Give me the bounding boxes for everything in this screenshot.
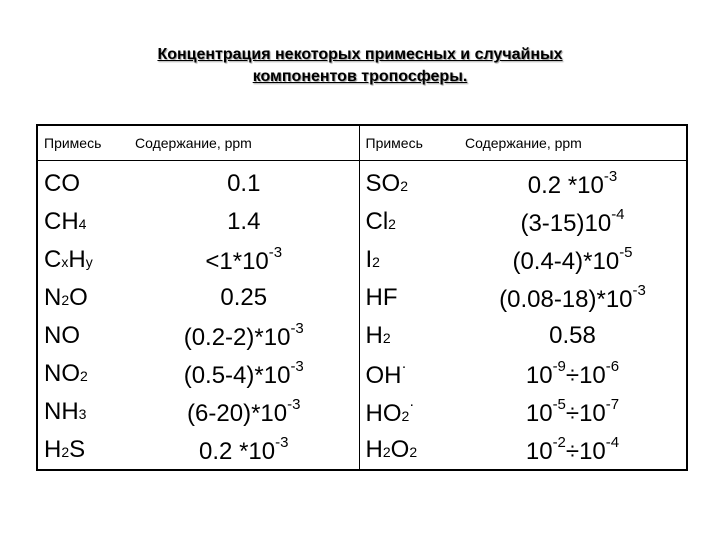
left-value	[129, 279, 359, 317]
value-part: 10	[525, 438, 553, 465]
value-part: 0.25	[220, 284, 268, 311]
left-formula	[37, 279, 129, 317]
right-value	[459, 241, 687, 279]
left-formula	[37, 203, 129, 241]
subscript: 2	[388, 216, 396, 232]
left-value	[129, 161, 359, 204]
value-part: 10	[525, 400, 553, 427]
right-formula	[359, 355, 459, 393]
exponent: -3	[275, 434, 289, 451]
value-part: (3-15)10	[520, 210, 612, 237]
formula-part: C	[44, 246, 62, 273]
subscript: 2	[61, 444, 70, 460]
table-row	[37, 317, 687, 355]
value-part: 0.1	[227, 170, 261, 197]
table-row	[37, 393, 687, 431]
subscript: y	[85, 254, 93, 270]
formula-part: O	[69, 284, 88, 311]
subscript: 2	[409, 444, 418, 460]
exponent: -3	[290, 358, 304, 375]
formula-part: S	[69, 436, 86, 463]
header-content-left: Содержание, ppm	[129, 125, 359, 161]
value-part: ÷10	[565, 362, 606, 389]
exponent: -6	[605, 358, 620, 375]
exponent: -3	[603, 168, 618, 185]
left-formula	[37, 393, 129, 431]
exponent: -3	[268, 244, 283, 261]
table-row	[37, 161, 687, 204]
exponent: -3	[632, 282, 646, 299]
exponent: -2	[552, 434, 566, 451]
value-part: 1.4	[227, 208, 261, 235]
left-formula	[37, 355, 129, 393]
value-part: (0.2-2)*10	[183, 324, 291, 351]
left-formula	[37, 161, 129, 204]
subscript: x	[61, 254, 69, 270]
value-part: 0.58	[549, 322, 596, 349]
left-formula	[37, 241, 129, 279]
formula-part: NO	[44, 360, 80, 387]
subscript: 2	[80, 368, 88, 384]
left-formula	[37, 431, 129, 470]
right-value	[459, 317, 687, 355]
exponent: -5	[619, 244, 633, 261]
left-value	[129, 355, 359, 393]
formula-part: CO	[44, 170, 80, 197]
exponent: -3	[290, 320, 304, 337]
header-impurity-left: Примесь	[37, 125, 129, 161]
table-row	[37, 279, 687, 317]
title-line-1: Концентрация некоторых примесных и случайных	[157, 46, 563, 63]
left-value	[129, 317, 359, 355]
subscript: 2	[372, 254, 380, 270]
value-part: 10	[525, 362, 553, 389]
value-part: (6-20)*10	[187, 400, 288, 427]
header-impurity-right: Примесь	[359, 125, 459, 161]
right-value	[459, 161, 687, 204]
formula-part: H	[365, 436, 383, 463]
right-value	[459, 279, 687, 317]
left-value	[129, 431, 359, 470]
right-value	[459, 431, 687, 470]
left-value	[129, 393, 359, 431]
formula-part: H	[68, 246, 86, 273]
radical-dot: ·	[409, 396, 415, 413]
subscript: 3	[78, 406, 87, 422]
title-line-2: компонентов тропосферы.	[252, 68, 468, 85]
formula-part: OH	[365, 362, 402, 389]
subscript: 4	[78, 216, 87, 232]
formula-part: HO	[365, 400, 402, 427]
formula-part: I	[365, 246, 373, 273]
page-title	[0, 44, 720, 88]
formula-part: NH	[44, 398, 79, 425]
value-part: <1*10	[205, 248, 269, 275]
concentration-table	[36, 124, 688, 471]
value-part: ÷10	[565, 400, 606, 427]
formula-part: CH	[44, 208, 79, 235]
exponent: -4	[611, 206, 625, 223]
right-formula	[359, 317, 459, 355]
exponent: -5	[552, 396, 566, 413]
formula-part: SO	[365, 170, 401, 197]
subscript: 2	[382, 330, 391, 346]
right-formula	[359, 161, 459, 204]
exponent: -7	[605, 396, 620, 413]
table-row	[37, 203, 687, 241]
exponent: -3	[287, 396, 301, 413]
formula-part: HF	[365, 284, 398, 311]
table-row	[37, 241, 687, 279]
right-value	[459, 355, 687, 393]
exponent: -4	[605, 434, 620, 451]
value-part: 0.2 *10	[199, 438, 276, 465]
value-part: (0.4-4)*10	[512, 248, 620, 275]
subscript: 2	[61, 292, 70, 308]
left-value	[129, 203, 359, 241]
right-formula	[359, 203, 459, 241]
formula-part: H	[365, 322, 383, 349]
value-part: (0.5-4)*10	[183, 362, 291, 389]
left-formula	[37, 317, 129, 355]
value-part: (0.08-18)*10	[499, 286, 633, 313]
subscript: 2	[400, 178, 408, 194]
formula-part: NO	[44, 322, 80, 349]
radical-dot: ·	[401, 358, 407, 375]
right-value	[459, 203, 687, 241]
right-value	[459, 393, 687, 431]
left-value	[129, 241, 359, 279]
header-content-right: Содержание, ppm	[459, 125, 687, 161]
value-part: ÷10	[565, 438, 606, 465]
formula-part: H	[44, 436, 62, 463]
right-formula	[359, 431, 459, 470]
table-header-row	[37, 125, 687, 161]
subscript: 2	[401, 408, 410, 424]
table-row	[37, 355, 687, 393]
formula-part: N	[44, 284, 62, 311]
right-formula	[359, 393, 459, 431]
formula-part: O	[390, 436, 410, 463]
table-row	[37, 431, 687, 470]
value-part: 0.2 *10	[527, 172, 604, 199]
exponent: -9	[552, 358, 566, 375]
subscript: 2	[382, 444, 391, 460]
right-formula	[359, 241, 459, 279]
right-formula	[359, 279, 459, 317]
formula-part: Cl	[365, 208, 389, 235]
